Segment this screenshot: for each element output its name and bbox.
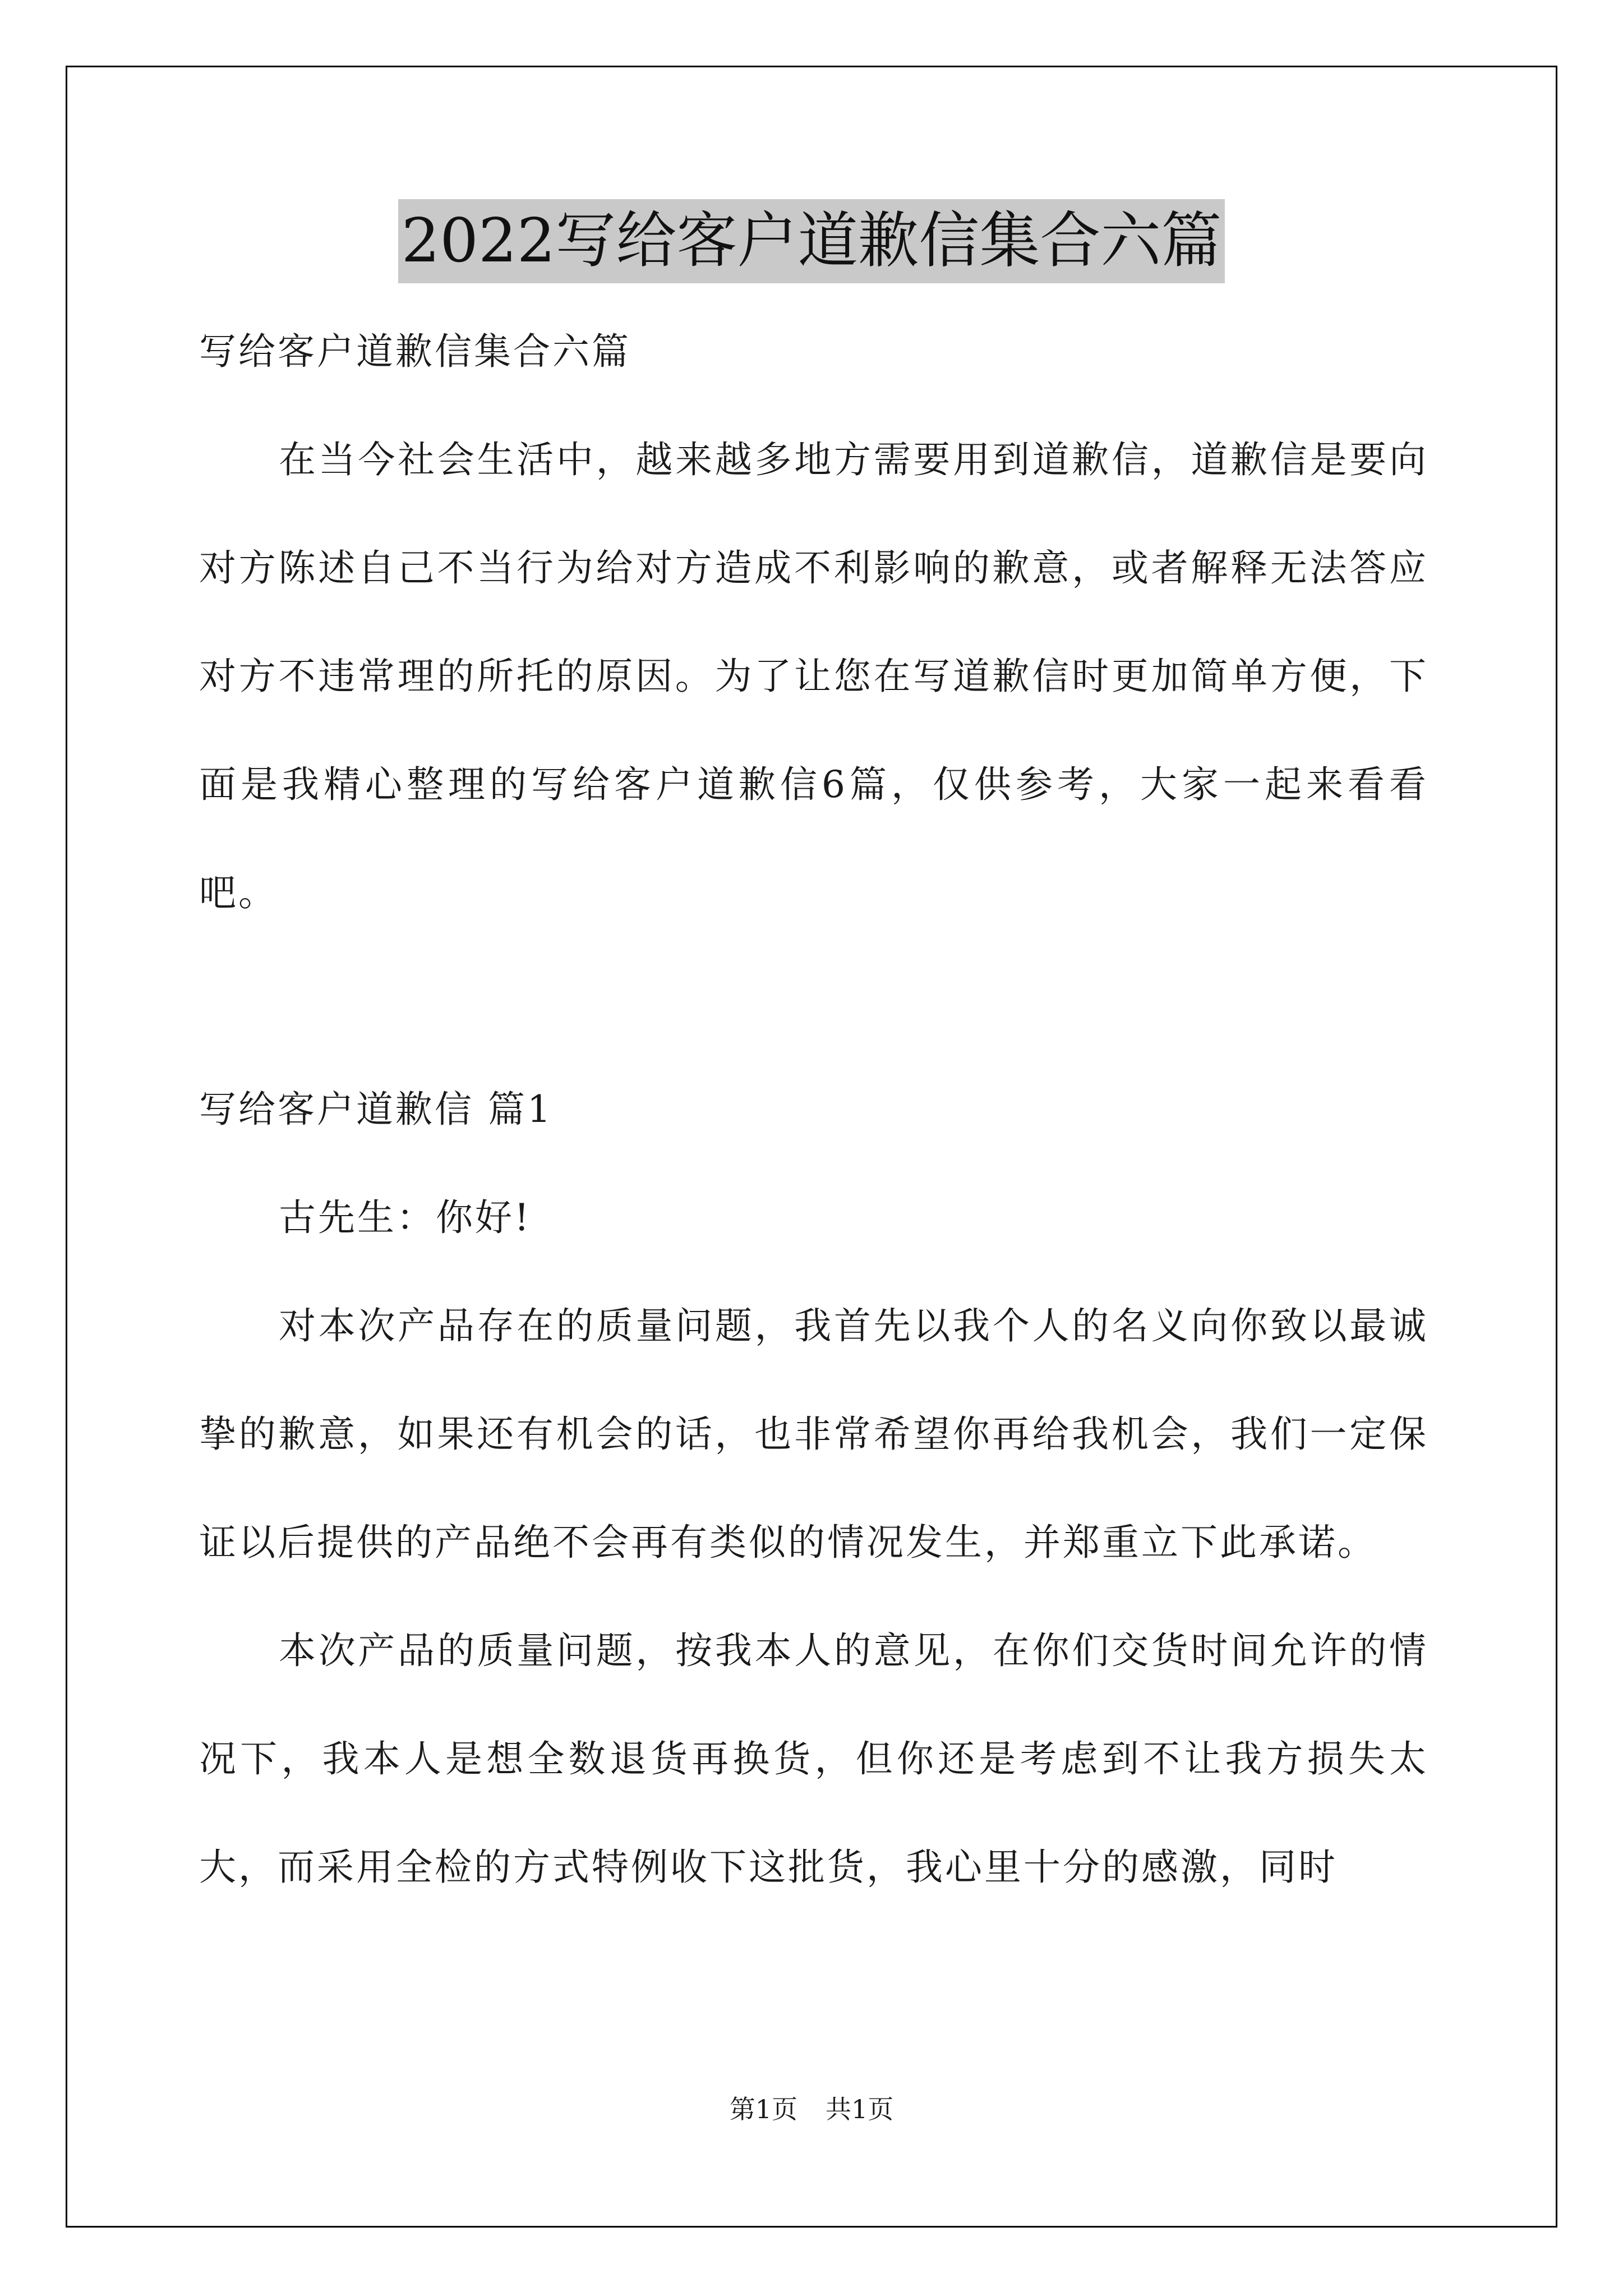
page-total: 共1页 bbox=[826, 2094, 894, 2124]
title-container bbox=[0, 199, 1623, 283]
section-heading: 写给客户道歉信 篇1 bbox=[199, 1088, 553, 1131]
letter-paragraph: 对本次产品存在的质量问题，我首先以我个人的名义向你致以最诚挚的歉意，如果还有机会的话，也非常希望你再给我机会，我们一定保证以后提供的产品绝不会再有类似的情况发生，并郑重立下此承诺。 bbox=[199, 1304, 1428, 1564]
page-footer bbox=[0, 2092, 1623, 2126]
document-subtitle: 写给客户道歉信集合六篇 bbox=[199, 330, 631, 373]
page-number: 第1页 bbox=[729, 2094, 797, 2124]
intro-paragraph: 在当今社会生活中，越来越多地方需要用到道歉信，道歉信是要向对方陈述自己不当行为给对方造成不利影响的歉意，或者解释无法答应对方不违常理的所托的原因。为了让您在写道歉信时更加简单方便，下面是我精心整理的写给客户道歉信6篇，仅供参考，大家一起来看看吧。 bbox=[199, 438, 1428, 914]
document-body bbox=[199, 297, 1428, 1921]
section-spacer bbox=[199, 947, 1428, 1055]
letter-paragraph: 本次产品的质量问题，按我本人的意见，在你们交货时间允许的情况下，我本人是想全数退货再换货，但你还是考虑到不让我方损失太大，而采用全检的方式特例收下这批货，我心里十分的感激，同时 bbox=[199, 1629, 1428, 1889]
document-title: 2022写给客户道歉信集合六篇 bbox=[398, 199, 1225, 283]
letter-salutation: 古先生：你好! bbox=[279, 1196, 532, 1239]
